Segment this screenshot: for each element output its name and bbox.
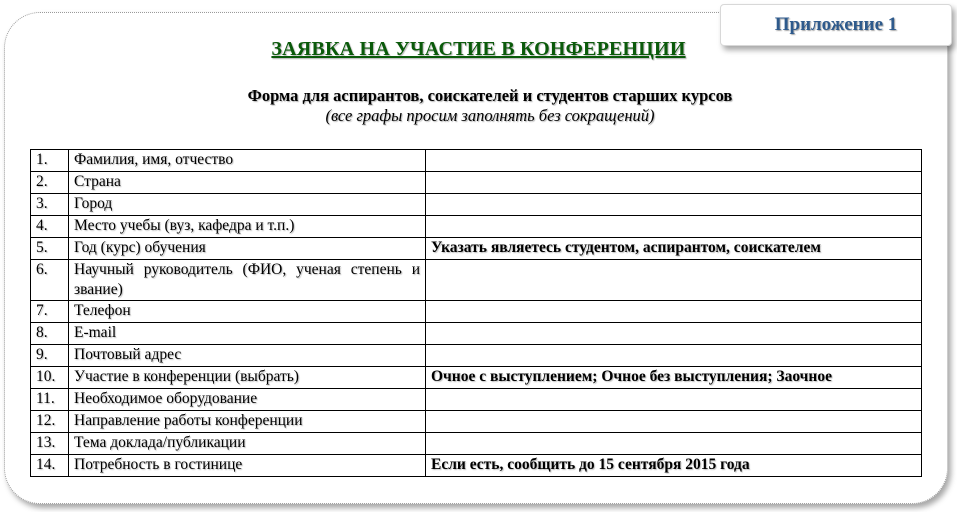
field-value[interactable] <box>426 411 922 433</box>
application-form-table <box>30 149 922 477</box>
table-row <box>31 172 922 194</box>
field-value[interactable] <box>426 389 922 411</box>
table-row <box>31 455 922 477</box>
field-label: E-mail <box>69 323 426 345</box>
field-label: Фамилия, имя, отчество <box>69 150 426 172</box>
table-row <box>31 411 922 433</box>
form-note: (все графы просим заполнять без сокращений) <box>325 106 655 125</box>
field-label: Почтовый адрес <box>69 345 426 367</box>
table-row <box>31 194 922 216</box>
field-label: Необходимое оборудование <box>69 389 426 411</box>
page-title: ЗАЯВКА НА УЧАСТИЕ В КОНФЕРЕНЦИИ <box>271 38 686 60</box>
row-number: 7. <box>31 301 69 323</box>
appendix-label: Приложение 1 <box>720 4 952 46</box>
field-label: Потребность в гостинице <box>69 455 426 477</box>
row-number: 1. <box>31 150 69 172</box>
field-label: Телефон <box>69 301 426 323</box>
row-number: 5. <box>31 238 69 260</box>
table-row <box>31 301 922 323</box>
table-row <box>31 238 922 260</box>
row-number: 12. <box>31 411 69 433</box>
row-number: 4. <box>31 216 69 238</box>
table-row <box>31 433 922 455</box>
field-label: Участие в конференции (выбрать) <box>69 367 426 389</box>
row-number: 3. <box>31 194 69 216</box>
field-value[interactable]: Указать являетесь студентом, аспирантом, соискателем <box>426 238 922 260</box>
table-row <box>31 345 922 367</box>
field-label: Тема доклада/публикации <box>69 433 426 455</box>
field-label: Место учебы (вуз, кафедра и т.п.) <box>69 216 426 238</box>
field-value[interactable] <box>426 150 922 172</box>
field-value[interactable] <box>426 345 922 367</box>
field-label: Страна <box>69 172 426 194</box>
form-subtitle: Форма для аспирантов, соискателей и студентов старших курсов <box>247 86 733 105</box>
row-number: 9. <box>31 345 69 367</box>
row-number: 2. <box>31 172 69 194</box>
row-number: 6. <box>31 260 69 301</box>
row-number: 8. <box>31 323 69 345</box>
row-number: 13. <box>31 433 69 455</box>
field-value[interactable] <box>426 194 922 216</box>
field-label: Город <box>69 194 426 216</box>
row-number: 10. <box>31 367 69 389</box>
row-number: 11. <box>31 389 69 411</box>
table-row <box>31 150 922 172</box>
field-value[interactable] <box>426 301 922 323</box>
field-value[interactable]: Если есть, сообщить до 15 сентября 2015 года <box>426 455 922 477</box>
field-label: Направление работы конференции <box>69 411 426 433</box>
table-row <box>31 216 922 238</box>
table-row <box>31 389 922 411</box>
field-value[interactable]: Очное с выступлением; Очное без выступления; Заочное <box>426 367 922 389</box>
field-value[interactable] <box>426 323 922 345</box>
field-value[interactable] <box>426 260 922 301</box>
field-value[interactable] <box>426 172 922 194</box>
row-number: 14. <box>31 455 69 477</box>
table-row <box>31 323 922 345</box>
field-label: Научный руководитель (ФИО, ученая степень и звание) <box>69 260 426 301</box>
field-value[interactable] <box>426 216 922 238</box>
field-value[interactable] <box>426 433 922 455</box>
table-row <box>31 367 922 389</box>
table-row <box>31 260 922 301</box>
field-label: Год (курс) обучения <box>69 238 426 260</box>
